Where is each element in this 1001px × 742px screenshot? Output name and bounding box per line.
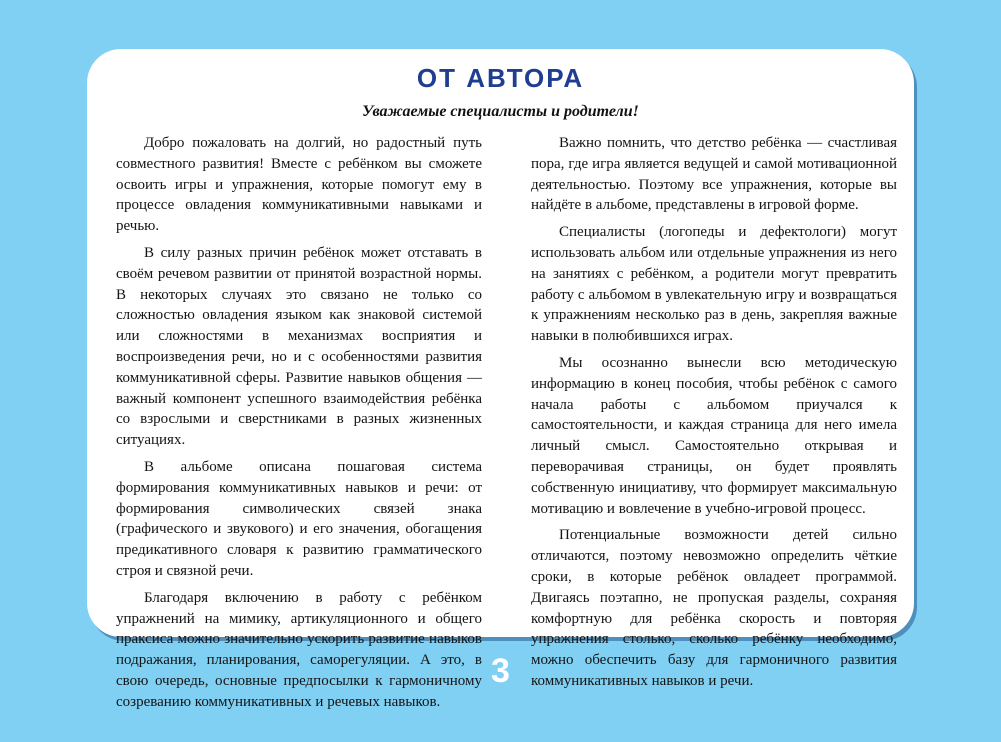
paragraph: В силу разных причин ребёнок может отставать в своём речевом развитии от принятой возрастной нормы. В некоторых случаях это связано не только со сложностью овладения языком как знаковой системой или сложностями в механизмах восприятия и воспроизведения речи, но и с особенностями развития коммуникативной сферы. Развитие навыков общения — важный компонент успешного взаимодействия ребёнка со взрослыми и сверстниками в разных жизненных ситуациях.: [116, 244, 482, 449]
paragraph: Важно помнить, что детство ребёнка — счастливая пора, где игра является ведущей и самой мотивационной деятельностью. Поэтому все упражнения, которые вы найдёте в альбоме, представлены в игровой форме.: [531, 135, 897, 214]
paragraph: Добро пожаловать на долгий, но радостный путь совместного развития! Вместе с ребёнком вы сможете освоить игры и упражнения, которые помогут ему в процессе овладения коммуникативными навыками и речью.: [116, 135, 482, 235]
paragraph: Мы осознанно вынесли всю методическую информацию в конец пособия, чтобы ребёнок с самого начала работы с альбомом приучался к самостоятельности, и каждая страница для него имела личный смысл. Самостоятельно открывая и переворачивая страницы, он будет проявлять собственную инициативу, что формирует максимальную мотивацию и вовлечение в учебно-игровой процесс.: [531, 354, 897, 517]
left-column: [116, 133, 482, 719]
paragraph: В альбоме описана пошаговая система формирования коммуникативных навыков и речи: от формирования символических связей знака (графического и звукового) и его значения, обогащения предикативного словаря к развитию грамматического строя и связной речи.: [116, 458, 482, 579]
paragraph: Специалисты (логопеды и дефектологи) могут использовать альбом или отдельные упражнения из него на занятиях с ребёнком, а родители могут превратить работу с альбомом в увлекательную игру и возвращаться к упражнениям несколько раз в день, закрепляя важные навыки в полюбившихся играх.: [531, 224, 897, 345]
page-subtitle: Уважаемые специалисты и родители!: [362, 103, 639, 120]
content-card: [87, 49, 914, 710]
right-column: [531, 133, 897, 698]
page-title: ОТ АВТОРА: [416, 63, 585, 93]
page-number: 3: [491, 652, 510, 690]
paragraph: Потенциальные возможности детей сильно отличаются, поэтому невозможно определить чёткие сроки, в которые ребёнок овладеет программой. Двигаясь поэтапно, не пропуская разделы, сохраняя комфортную для ребёнка скорость и повторяя упражнения столько, сколько ребёнку необходимо, можно обеспечить базу для гармоничного развития коммуникативных навыков и речи.: [531, 527, 897, 689]
paragraph: Благодаря включению в работу с ребёнком упражнений на мимику, артикуляционного и общего праксиса можно значительно ускорить развитие навыков подражания, планирования, саморегуляции. А это, в свою очередь, основные предпосылки к гармоничному созреванию коммуникативных и речевых навыков.: [116, 589, 482, 710]
